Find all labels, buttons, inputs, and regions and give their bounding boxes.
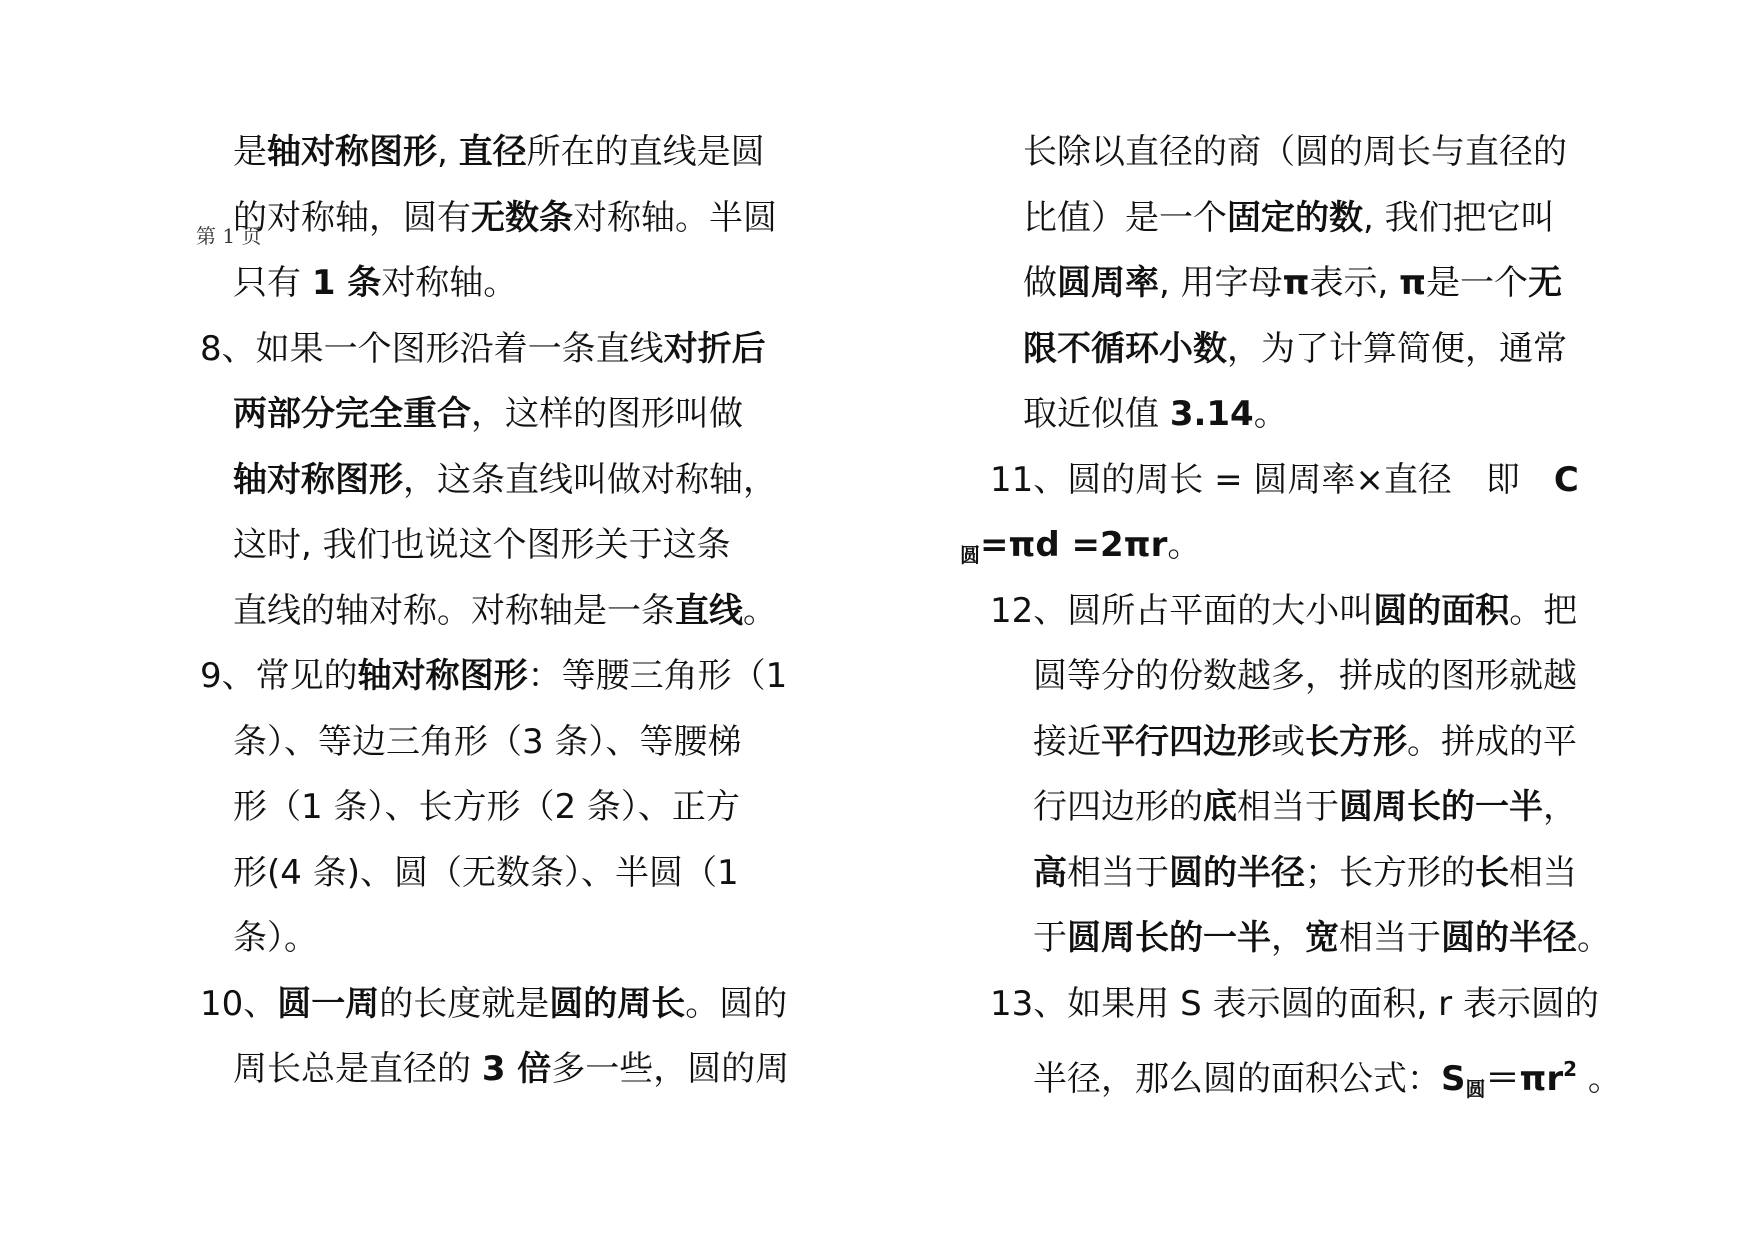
text-line: 10、圆一周的长度就是圆的周长。圆的: [200, 983, 788, 1024]
paragraph-7-continuation: [200, 120, 780, 317]
item-number: 9、: [200, 656, 256, 696]
text-line: 接近平行四边形或长方形。拼成的平: [1033, 721, 1577, 762]
text-line: 条）。: [233, 918, 318, 958]
paragraph-11: [960, 448, 1610, 579]
text-line: 的对称轴，圆有无数条对称轴。半圆: [233, 197, 777, 238]
paragraph-8: [200, 317, 780, 645]
paragraph-9: [200, 644, 788, 972]
paragraph-10-continuation: [990, 120, 1610, 448]
item-number: 13、: [990, 983, 1068, 1024]
text-line: 8、如果一个图形沿着一条直线对折后: [200, 328, 766, 369]
text-line: 是轴对称图形, 直径所在的直线是圆: [233, 132, 765, 172]
text-line: 两部分完全重合，这样的图形叫做: [233, 394, 743, 434]
text-line: 直线的轴对称。对称轴是一条直线。: [233, 590, 777, 631]
text-line: 高相当于圆的半径；长方形的长相当: [1033, 852, 1577, 893]
item-number: 10、: [200, 983, 278, 1024]
left-column: [200, 120, 790, 1103]
item-number: 8、: [200, 328, 256, 369]
right-column: [960, 120, 1622, 1103]
text-line: 圆等分的份数越多，拼成的图形就越: [1033, 656, 1577, 696]
text-line: 条）、等边三角形（3 条）、等腰梯: [233, 721, 742, 762]
text-line: 这时, 我们也说这个图形关于这条: [233, 525, 731, 565]
text-line: 只有 1 条对称轴。: [233, 263, 518, 303]
text-line: 做圆周率, 用字母π表示, π是一个无: [1023, 263, 1563, 303]
text-line: 取近似值 3.14。: [1023, 394, 1288, 434]
text-line: 半径，那么圆的面积公式：$S_圆=\pi r^2$ 。: [1033, 1057, 1622, 1101]
item-number: 11、: [990, 459, 1068, 500]
page-label: 第 1 页: [196, 224, 262, 248]
paragraph-10: [200, 972, 790, 1103]
text-line: 11、圆的周长 = 圆周率×直径 即 C: [990, 459, 1579, 500]
text-line: 形(4 条)、圆（无数条）、半圆（1: [233, 852, 739, 893]
text-line: 行四边形的底相当于圆周长的一半，: [1033, 787, 1577, 827]
text-line: 比值）是一个固定的数, 我们把它叫: [1023, 197, 1555, 238]
formula-line: $_圆$=πd =2πr。: [960, 525, 1202, 567]
text-line: 长除以直径的商（圆的周长与直径的: [1023, 132, 1567, 172]
text-line: 轴对称图形，这条直线叫做对称轴，: [233, 459, 777, 500]
text-line: 限不循环小数，为了计算简便，通常: [1023, 328, 1567, 369]
text-line: 于圆周长的一半，宽相当于圆的半径。: [1033, 918, 1611, 958]
text-line: 形（1 条）、长方形（2 条）、正方: [233, 787, 740, 827]
text-line: 13、如果用 S 表示圆的面积, r 表示圆的: [990, 983, 1599, 1024]
paragraph-13: [990, 972, 1622, 1103]
item-number: 12、: [990, 590, 1068, 631]
text-line: 9、常见的轴对称图形：等腰三角形（1: [200, 656, 788, 696]
paragraph-12: [990, 579, 1610, 972]
text-line: 12、圆所占平面的大小叫圆的面积。把: [990, 590, 1578, 631]
text-line: 周长总是直径的 3 倍多一些，圆的周: [233, 1049, 790, 1089]
